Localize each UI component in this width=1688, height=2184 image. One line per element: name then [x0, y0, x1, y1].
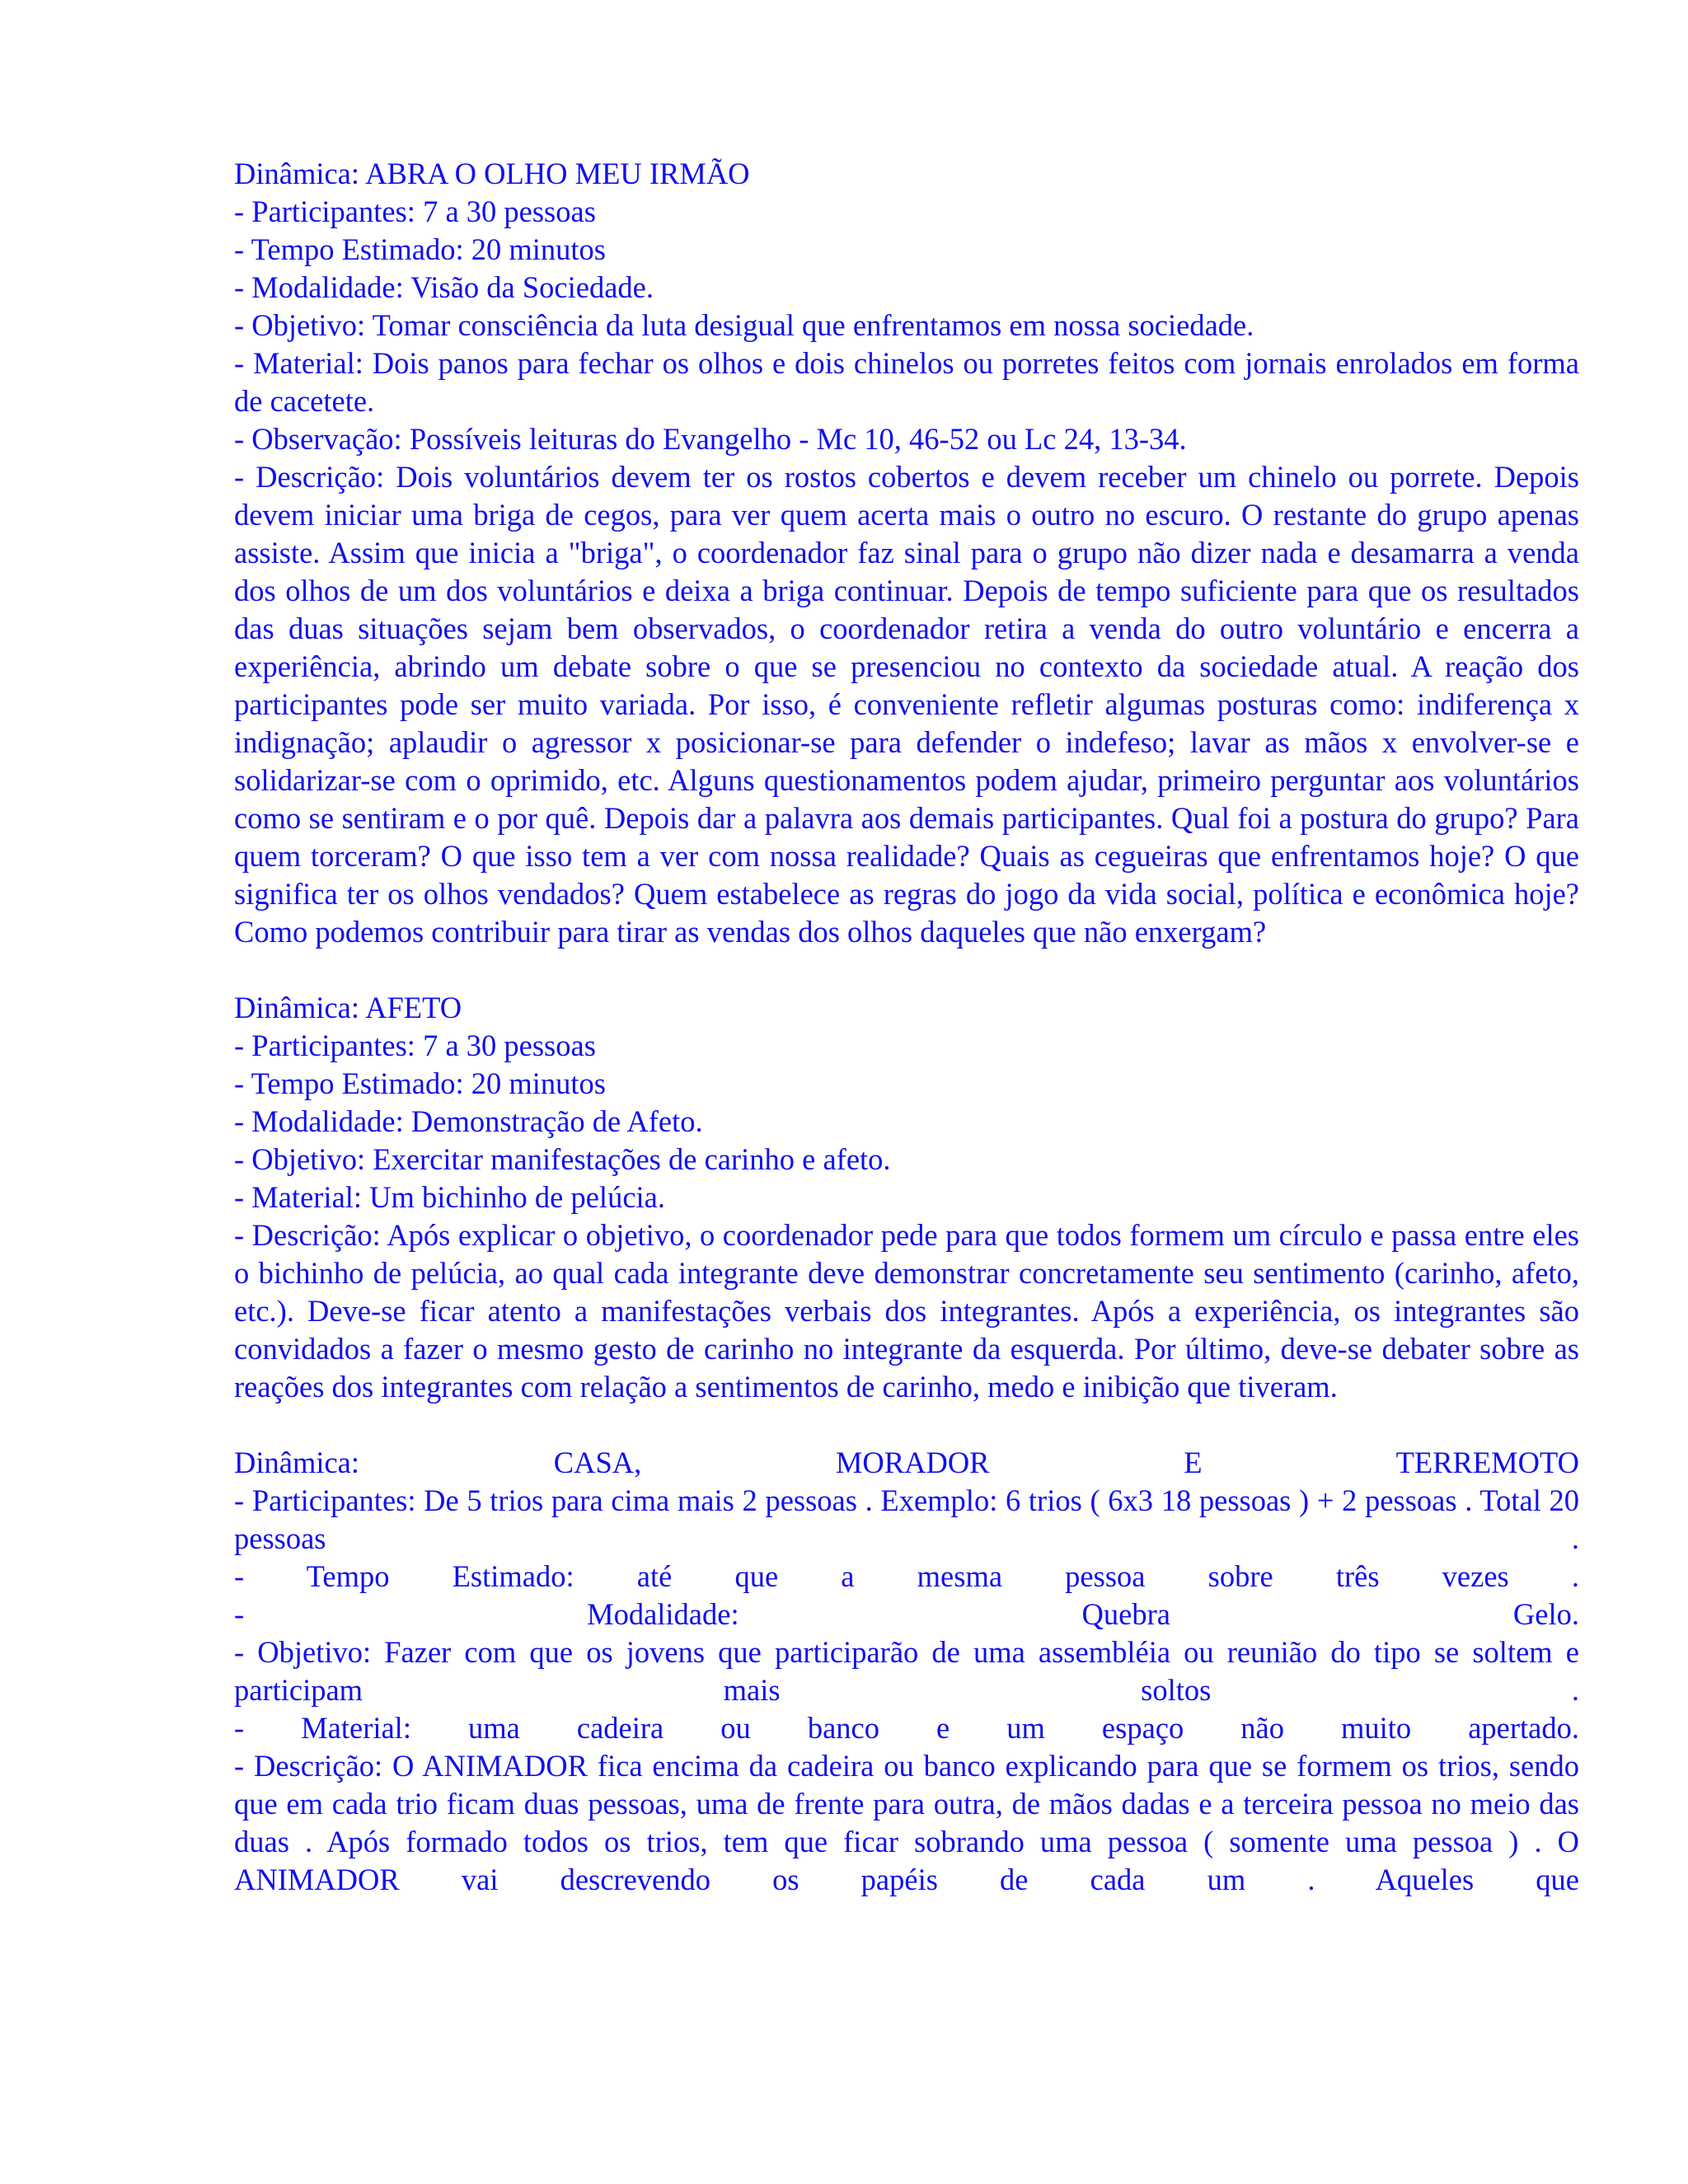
description-paragraph: - Descrição: O ANIMADOR fica encima da cadeira ou banco explicando para que se formem os trios, sendo que em cada trio ficam duas pessoas, uma de frente para outra, de mãos dadas e a terceira pessoa no meio das duas . Após formado todos os trios, tem que ficar sobrando uma pessoa ( somente uma pessoa ) . O ANIMADOR vai descrevendo os papéis de cada um . Aqueles que	[234, 1749, 1579, 1896]
participants-paragraph: - Participantes: De 5 trios para cima mais 2 pessoas . Exemplo: 6 trios ( 6x3 18 pessoas ) + 2 pessoas . Total 20 pessoas .	[234, 1483, 1579, 1555]
time-line: - Tempo Estimado: 20 minutos	[234, 232, 606, 266]
section-title: Dinâmica: ABRA O OLHO MEU IRMÃO	[234, 157, 750, 190]
modality-line: - Modalidade: Demonstração de Afeto.	[234, 1104, 703, 1138]
objective-line: - Objetivo: Tomar consciência da luta desigual que enfrentamos em nossa sociedade.	[234, 308, 1254, 342]
time-line: - Tempo Estimado: 20 minutos	[234, 1066, 606, 1100]
section-title: Dinâmica: AFETO	[234, 991, 462, 1024]
material-line: - Material: Um bichinho de pelúcia.	[234, 1180, 665, 1214]
modality-line: - Modalidade: Quebra Gelo.	[234, 1597, 1579, 1631]
section-spacer	[234, 1406, 1579, 1444]
material-paragraph: - Material: Dois panos para fechar os olhos e dois chinelos ou porretes feitos com jornais enrolados em forma de cacetete.	[234, 346, 1579, 418]
participants-line: - Participantes: 7 a 30 pessoas	[234, 1029, 596, 1062]
dynamic-section	[234, 1444, 1579, 1899]
observation-line: - Observação: Possíveis leituras do Evangelho - Mc 10, 46-52 ou Lc 24, 13-34.	[234, 422, 1187, 456]
participants-line: - Participantes: 7 a 30 pessoas	[234, 194, 596, 228]
dynamic-section	[234, 155, 1579, 951]
modality-line: - Modalidade: Visão da Sociedade.	[234, 270, 654, 304]
description-paragraph: - Descrição: Após explicar o objetivo, o coordenador pede para que todos formem um círculo e passa entre eles o bichinho de pelúcia, ao qual cada integrante deve demonstrar concretamente seu sentimento (carinho, afeto, etc.). Deve-se ficar atento a manifestações verbais dos integrantes. Após a experiência, os integrantes são convidados a fazer o mesmo gesto de carinho no integrante da esquerda. Por último, deve-se debater sobre as reações dos integrantes com relação a sentimentos de carinho, medo e inibição que tiveram.	[234, 1218, 1579, 1404]
document-page	[234, 155, 1579, 1899]
description-paragraph: - Descrição: Dois voluntários devem ter os rostos cobertos e devem receber um chinelo ou porrete. Depois devem iniciar uma briga de cegos, para ver quem acerta mais o outro no escuro. O restante do grupo apenas assiste. Assim que inicia a "briga", o coordenador faz sinal para o grupo não dizer nada e desamarra a venda dos olhos de um dos voluntários e deixa a briga continuar. Depois de tempo suficiente para que os resultados das duas situações sejam bem observados, o coordenador retira a venda do outro voluntário e encerra a experiência, abrindo um debate sobre o que se presenciou no contexto da sociedade atual. A reação dos participantes pode ser muito variada. Por isso, é conveniente refletir algumas posturas como: indiferença x indignação; aplaudir o agressor x posicionar-se para defender o indefeso; lavar as mãos x envolver-se e solidarizar-se com o oprimido, etc. Alguns questionamentos podem ajudar, primeiro perguntar aos voluntários como se sentiram e o por quê. Depois dar a palavra aos demais participantes. Qual foi a postura do grupo? Para quem torceram? O que isso tem a ver com nossa realidade? Quais as cegueiras que enfrentamos hoje? O que significa ter os olhos vendados? Quem estabelece as regras do jogo da vida social, política e econômica hoje? Como podemos contribuir para tirar as vendas dos olhos daqueles que não enxergam?	[234, 460, 1579, 949]
dynamic-section	[234, 989, 1579, 1406]
objective-paragraph: - Objetivo: Fazer com que os jovens que participarão de uma assembléia ou reunião do tipo se soltem e participam mais soltos .	[234, 1635, 1579, 1707]
time-line: - Tempo Estimado: até que a mesma pessoa sobre três vezes .	[234, 1559, 1579, 1593]
section-spacer	[234, 951, 1579, 989]
objective-line: - Objetivo: Exercitar manifestações de carinho e afeto.	[234, 1142, 891, 1176]
section-title: Dinâmica: CASA, MORADOR E TERREMOTO	[234, 1446, 1579, 1479]
material-line: - Material: uma cadeira ou banco e um espaço não muito apertado.	[234, 1711, 1579, 1745]
